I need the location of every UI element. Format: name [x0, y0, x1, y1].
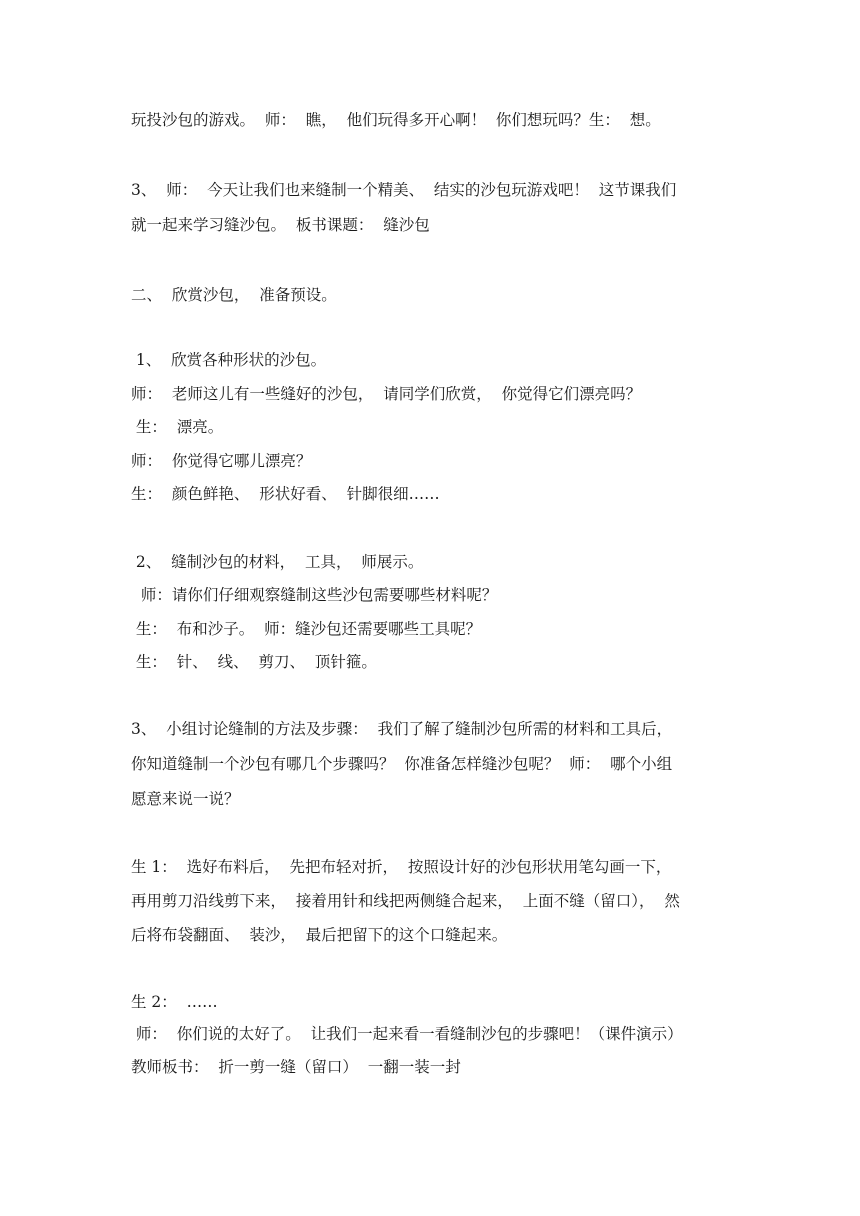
text-line: 生 1： 选好布料后， 先把布轻对折， 按照设计好的沙包形状用笔勾画一下，: [131, 858, 672, 876]
text-line: 教师板书： 折一剪一缝（留口） 一翻一装一封: [131, 1058, 461, 1076]
text-line: 生： 针、 线、 剪刀、 顶针箍。: [131, 653, 377, 671]
text-line: 你知道缝制一个沙包有哪几个步骤吗？ 你准备怎样缝沙包呢？ 师： 哪个小组: [131, 755, 673, 773]
text-line: 就一起来学习缝沙包。 板书课题： 缝沙包: [131, 216, 430, 234]
text-line: 师：请你们仔细观察缝制这些沙包需要哪些材料呢？: [131, 586, 498, 604]
text-line: 生 2： ……: [131, 993, 218, 1011]
text-line: 师： 你们说的太好了。 让我们一起来看一看缝制沙包的步骤吧！（课件演示）: [131, 1025, 683, 1043]
text-line: 再用剪刀沿线剪下来， 接着用针和线把两侧缝合起来， 上面不缝（留口）， 然: [131, 892, 680, 910]
text-line: 后将布袋翻面、 装沙， 最后把留下的这个口缝起来。: [131, 926, 508, 944]
text-line: 愿意来说一说？: [131, 790, 240, 808]
text-line: 师： 你觉得它哪儿漂亮？: [131, 452, 312, 470]
text-line: 生： 布和沙子。 师：缝沙包还需要哪些工具呢？: [131, 620, 482, 638]
section-heading: 二、 欣赏沙包， 准备预设。: [131, 286, 337, 304]
text-line: 3、 小组讨论缝制的方法及步骤： 我们了解了缝制沙包所需的材料和工具后，: [131, 720, 673, 738]
text-line: 生： 漂亮。: [131, 418, 224, 436]
text-line: 1、 欣赏各种形状的沙包。: [131, 351, 327, 369]
text-line: 玩投沙包的游戏。 师： 瞧， 他们玩得多开心啊！ 你们想玩吗？生： 想。: [131, 111, 661, 129]
text-line: 生： 颜色鲜艳、 形状好看、 针脚很细……: [131, 485, 440, 503]
text-line: 3、 师： 今天让我们也来缝制一个精美、 结实的沙包玩游戏吧！ 这节课我们: [131, 181, 677, 199]
text-line: 2、 缝制沙包的材料， 工具， 师展示。: [131, 553, 424, 571]
text-line: 师： 老师这儿有一些缝好的沙包， 请同学们欣赏， 你觉得它们漂亮吗？: [131, 385, 642, 403]
